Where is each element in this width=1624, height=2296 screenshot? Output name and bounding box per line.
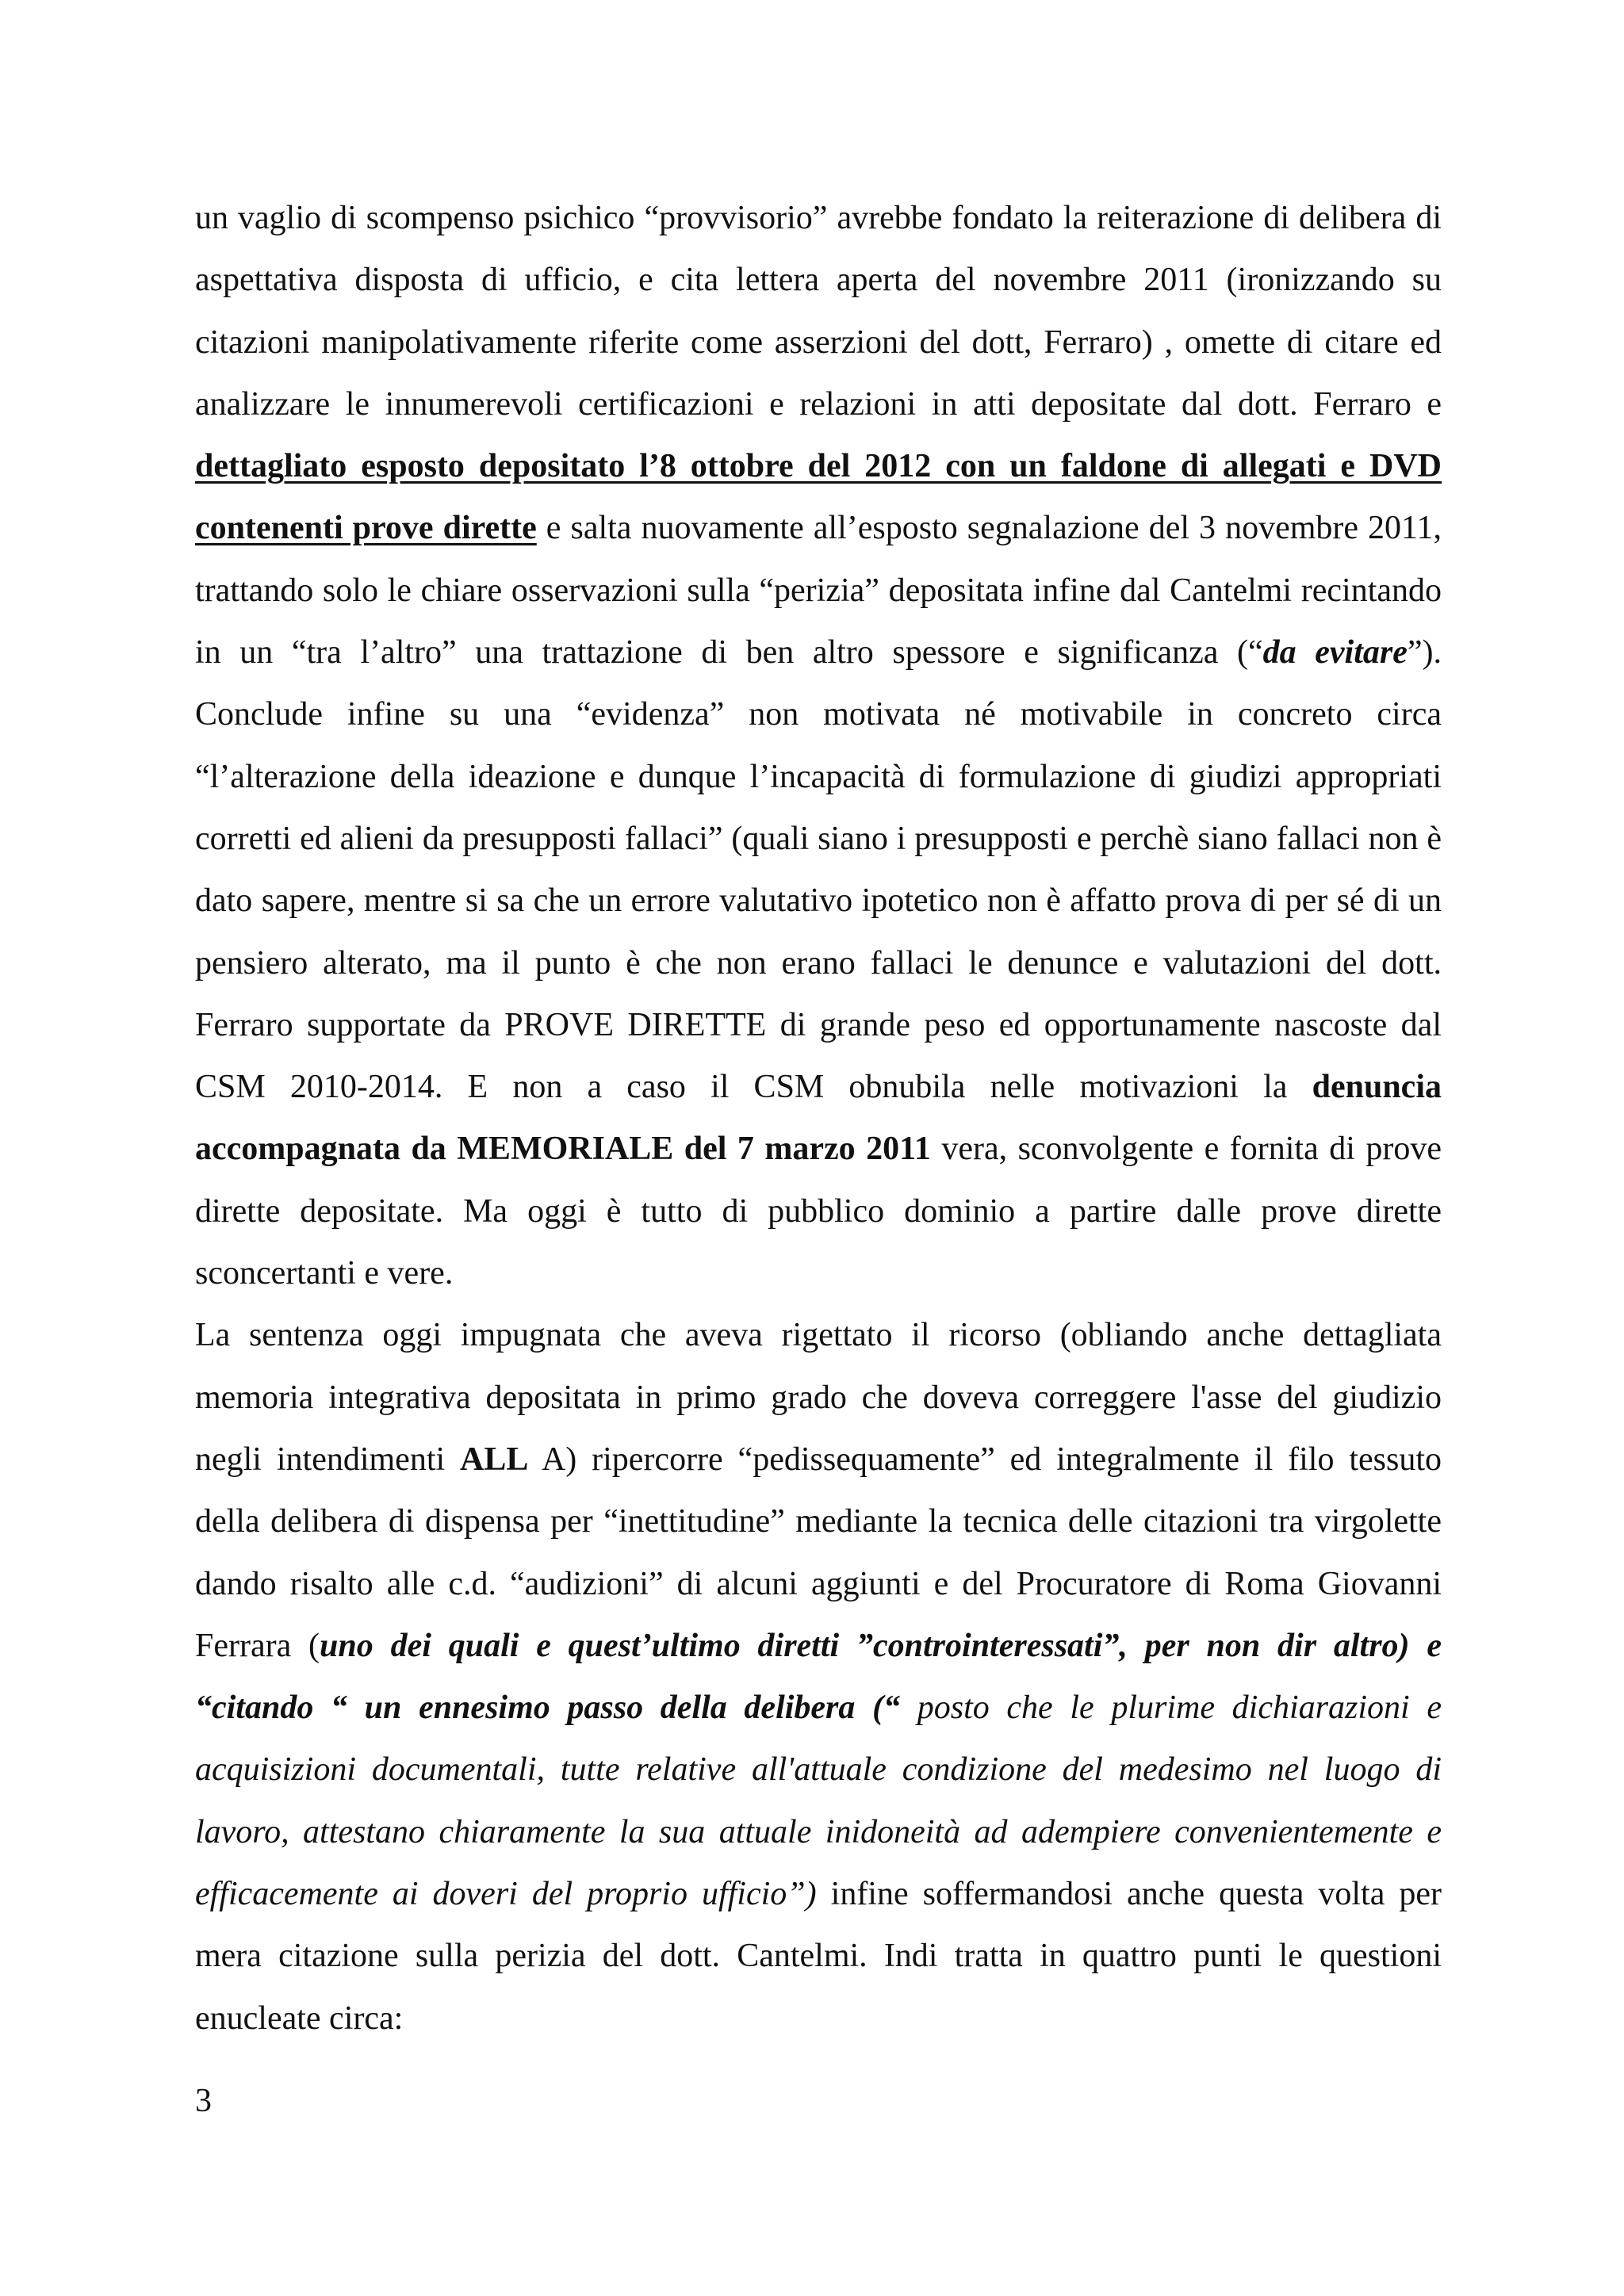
paragraph-2 [195,1304,1442,2049]
emphasis-all: ALL [460,1441,529,1478]
emphasis-denuncia-memoriale: denuncia accompagnata da MEMORIALE del 7 marzo 2011 [195,1069,1442,1168]
quoted-delibera-passage: posto che le plurime dichiarazioni e acquisizioni documentali, tutte relative all'attuale condizione del medesimo nel luogo di lavoro, attestano chiaramente la sua attuale inidoneità ad adempiere convenientemente e efficacemente ai doveri del proprio ufficio”) [195,1689,1442,1913]
text-segment: ”). Conclude infine su una “evidenza” non motivata né motivabile in concreto circa “l’alterazione della ideazione e dunque l’incapacità di formulazione di giudizi appropriati corretti ed alieni da presupposti fallaci” (quali siano i presupposti e perchè siano fallaci non è dato sapere, mentre si sa che un errore valutativo ipotetico non è affatto prova di per sé di un pensiero alterato, ma il punto è che non erano fallaci le denunce e valutazioni del dott. Ferraro supportate da PROVE DIRETTE di grande peso ed opportunamente nascoste dal CSM 2010-2014. E non a caso il CSM obnubila nelle motivazioni la [195,634,1442,1106]
text-segment: La sentenza oggi impugnata che aveva rigettato il ricorso (obliando anche dettagliata memoria integrativa depositata in primo grado che doveva correggere l'asse del giudizio negli intendimenti [195,1317,1442,1478]
text-segment: vera, sconvolgente e fornita di prove dirette depositate. Ma oggi è tutto di pubblico dominio a partire dalle prove dirette sconcertanti e vere. [195,1131,1442,1292]
text-segment: un vaglio di scompenso psichico “provvisorio” avrebbe fondato la reiterazione di delibera di aspettativa disposta di ufficio, e cita lettera aperta del novembre 2011 (ironizzando su citazioni manipolativamente riferite come asserzioni del dott, Ferraro) , omette di citare ed analizzare le innumerevoli certificazioni e relazioni in atti depositate dal dott. Ferraro e [195,200,1442,423]
page-number: 3 [195,2083,212,2119]
text-segment: infine soffermandosi anche questa volta per mera citazione sulla perizia del dott. Cantelmi. Indi tratta in quattro punti le questioni enucleate circa: [195,1876,1442,2037]
emphasis-da-evitare: da evitare [1262,634,1408,672]
document-body [195,187,1442,2049]
emphasis-controinteressati: uno dei quali e quest’ultimo diretti ”controinteressati”, per non dir altro) e “citando “ un ennesimo passo della delibera (“ [195,1627,1442,1727]
text-segment: A) ripercorre “pedissequamente” ed integralmente il filo tessuto della delibera di dispensa per “inettitudine” mediante la tecnica delle citazioni tra virgolette dando risalto alle c.d. “audizioni” di alcuni aggiunti e del Procuratore di Roma Giovanni Ferrara ( [195,1441,1442,1664]
highlighted-exposto-reference: dettagliato esposto depositato l’8 ottobre del 2012 con un faldone di allegati e DVD contenenti prove dirette [195,448,1442,547]
text-segment: e salta nuovamente all’esposto segnalazione del 3 novembre 2011, trattando solo le chiare osservazioni sulla “perizia” depositata infine dal Cantelmi recintando in un “tra l’altro” una trattazione di ben altro spessore e significanza (“ [195,510,1442,672]
paragraph-1 [195,187,1442,1304]
